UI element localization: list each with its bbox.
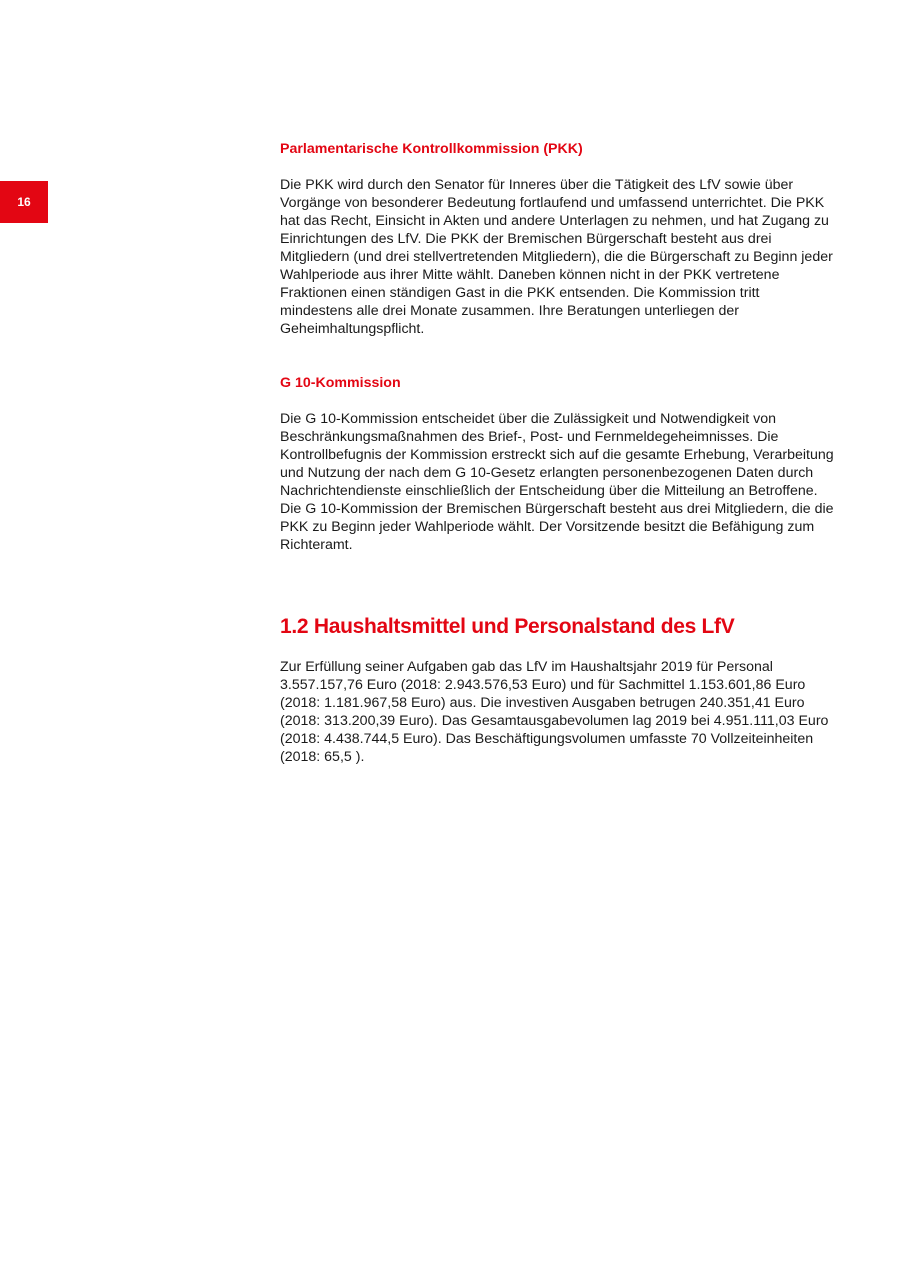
pkk-heading: Parlamentarische Kontrollkommission (PKK) bbox=[280, 141, 583, 157]
haushalt-paragraph: Zur Erfüllung seiner Aufgaben gab das LfV im Haushaltsjahr 2019 für Personal 3.557.157,76 Euro (2018: 2.943.576,53 Euro) und für Sachmittel 1.153.601,86 Euro (2018: 1.181.967,58 Euro) aus. Die investiven Ausgaben betrugen 240.351,41 Euro (2018: 313.200,39 Euro). Das Gesamtausgabevolumen lag 2019 bei 4.951.111,03 Euro (2018: 4.438.744,5 Euro). Das Beschäftigungsvolumen umfasste 70 Vollzeiteinheiten (2018: 65,5 ). bbox=[280, 659, 829, 765]
g10-heading: G 10-Kommission bbox=[280, 375, 401, 391]
pkk-paragraph: Die PKK wird durch den Senator für Inneres über die Tätigkeit des LfV sowie über Vorgänge von besonderer Bedeutung fortlaufend und umfassend unterrichtet. Die PKK hat das Recht, Einsicht in Akten und andere Unterlagen zu nehmen, und hat Zugang zu Einrichtungen des LfV. Die PKK der Bremischen Bürgerschaft besteht aus drei Mitgliedern (und drei stellvertretenden Mitgliedern), die die Bürgerschaft zu Beginn jeder Wahlperiode aus ihrer Mitte wählt. Daneben können nicht in der PKK vertretene Fraktionen einen ständigen Gast in die PKK entsenden. Die Kommission tritt mindestens alle drei Monate zusammen. Ihre Beratungen unterliegen der Geheimhaltungspflicht. bbox=[280, 177, 833, 337]
document-body bbox=[280, 140, 835, 766]
haushalt-section-title: 1.2 Haushaltsmittel und Personalstand des LfV bbox=[280, 615, 735, 638]
g10-paragraph: Die G 10-Kommission entscheidet über die Zulässigkeit und Notwendigkeit von Beschränkungsmaßnahmen des Brief-, Post- und Fernmeldegeheimnisses. Die Kontrollbefugnis der Kommission erstreckt sich auf die gesamte Erhebung, Verarbeitung und Nutzung der nach dem G 10-Gesetz erlangten personenbezogenen Daten durch Nachrichtendienste einschließlich der Entscheidung über die Mitteilung an Betroffene. Die G 10-Kommission der Bremischen Bürgerschaft besteht aus drei Mitgliedern, die die PKK zu Beginn jeder Wahlperiode wählt. Der Vorsitzende besitzt die Befähigung zum Richteramt. bbox=[280, 411, 834, 553]
page-number: 16 bbox=[17, 195, 31, 209]
page-number-tab bbox=[0, 181, 48, 223]
